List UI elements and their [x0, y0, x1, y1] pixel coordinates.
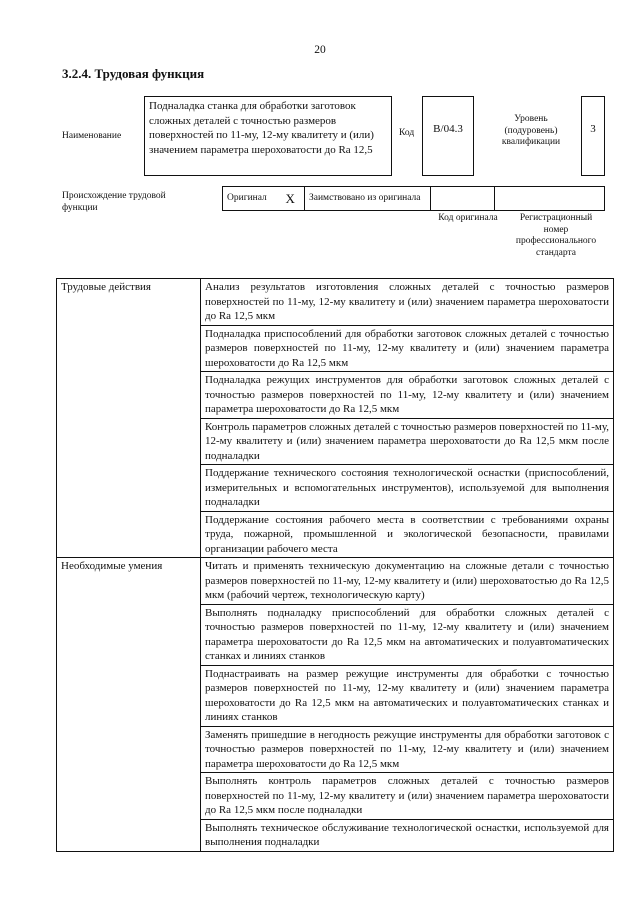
- origin-label: Происхождение трудовой функции: [62, 191, 166, 213]
- table-row: [57, 279, 614, 326]
- section-item: Заменять пришедшие в негодность режущие инструменты для обработки заготовок с точностью размеров поверхностей по 11-му, 12-му квалитету и (или) значением параметра шероховатости до Ra 12,5 мкм: [201, 726, 614, 773]
- reg-caption: Регистрационный номер профессионального стандарта: [515, 213, 597, 258]
- original-mark: X: [277, 187, 305, 211]
- section-item: Выполнять подналадку приспособлений для обработки сложных деталей с точностью размеров поверхностей по 11-му, 12-му квалитету и (или) значением параметра шероховатости до Ra 12,5 мкм на автоматических и полуавтоматических станках и линиях станков: [201, 604, 614, 665]
- function-name-value: Подналадка станка для обработки заготовок сложных деталей с точностью размеров поверхностей по 11-му, 12-му квалитету и (или) значением параметра шероховатости до Ra 12,5: [149, 100, 374, 156]
- functions-table: [56, 278, 614, 852]
- section-item: Читать и применять техническую документацию на сложные детали с точностью размеров поверхностей по 11-му, 12-му квалитету и (или) шероховатостью до Ra 12,5 мкм (рабочий чертеж, технологическую карту): [201, 558, 614, 605]
- code-value: В/04.3: [433, 123, 463, 135]
- section-item: Выполнять техническое обслуживание технологической оснастки, используемой для выполнения подналадки: [201, 819, 614, 851]
- level-value: 3: [590, 123, 596, 135]
- reg-number-cell: [495, 187, 605, 211]
- code-label: Код: [399, 128, 415, 138]
- table-row: [57, 558, 614, 605]
- section-item: Подналадка приспособлений для обработки заготовок сложных деталей с точностью размеров поверхностей по 11-му, 12-му квалитету и (или) значением параметра шероховатости до Ra 12,5 мкм: [201, 325, 614, 372]
- section-item: Выполнять контроль параметров сложных деталей с точностью размеров поверхностей по 11-му, 12-му квалитету и (или) значением параметра шероховатости до Ra 12,5 мкм после подналадки: [201, 773, 614, 820]
- level-label: Уровень (подуровень) квалификации: [501, 114, 561, 147]
- original-code-cell: [431, 187, 495, 211]
- page-number: 20: [314, 44, 326, 56]
- section-item: Поднастраивать на размер режущие инструменты для обработки с точностью размеров поверхностей по 11-му, 12-му квалитету и (или) значением параметра шероховатости до Ra 12,5 мкм на автоматических и полуавтоматических станках и линиях станков: [201, 665, 614, 726]
- code-caption: Код оригинала: [438, 213, 498, 223]
- section-label: Трудовые действия: [57, 279, 201, 558]
- function-name-box: [144, 96, 392, 176]
- code-box: [422, 96, 474, 176]
- section-item: Подналадка режущих инструментов для обработки заготовок сложных деталей с точностью размеров поверхностей по 11-му, 12-му квалитету и (или) значением параметра шероховатости до Ra 12,5 мкм: [201, 372, 614, 419]
- section-item: Поддержание технического состояния технологической оснастки (приспособлений, измерительных и вспомогательных инструментов), используемой для выполнения подналадки: [201, 465, 614, 512]
- borrowed-label: Заимствовано из оригинала: [305, 187, 431, 211]
- origin-table: [222, 186, 605, 211]
- original-label: Оригинал: [223, 187, 277, 211]
- section-item: Поддержание состояния рабочего места в соответствии с требованиями охраны труда, пожарной, промышленной и экологической безопасности, правилами организации рабочего места: [201, 511, 614, 558]
- level-box: [581, 96, 605, 176]
- section-label: Необходимые умения: [57, 558, 201, 852]
- section-title: 3.2.4. Трудовая функция: [62, 66, 205, 81]
- name-label: Наименование: [62, 131, 122, 141]
- section-item: Контроль параметров сложных деталей с точностью размеров поверхностей по 11-му, 12-му квалитету и (или) значением параметра шероховатости до Ra 12,5 мкм после подналадки: [201, 418, 614, 465]
- section-item: Анализ результатов изготовления сложных деталей с точностью размеров поверхностей по 11-му, 12-му квалитету и (или) значением параметра шероховатости до Ra 12,5 мкм: [201, 279, 614, 326]
